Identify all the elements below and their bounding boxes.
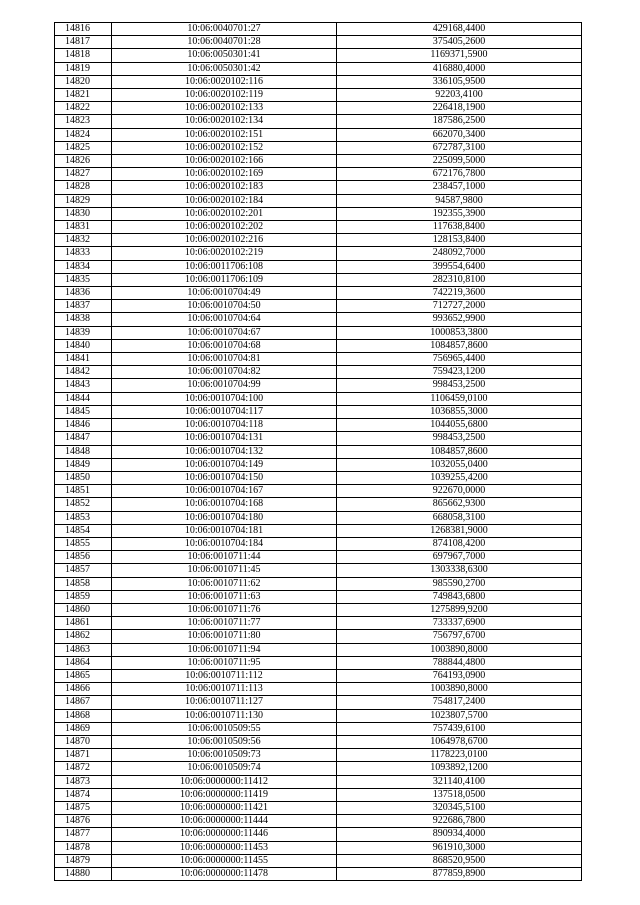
cadastral-number-cell: 10:06:0040701:28 — [112, 36, 337, 49]
row-number-cell: 14874 — [55, 788, 112, 801]
cadastral-number-cell: 10:06:0020102:169 — [112, 168, 337, 181]
cadastral-number-cell: 10:06:0020102:152 — [112, 141, 337, 154]
cadastral-number-cell: 10:06:0010704:184 — [112, 537, 337, 550]
table-row — [55, 458, 582, 471]
table-row — [55, 471, 582, 484]
table-row — [55, 419, 582, 432]
table-row — [55, 300, 582, 313]
row-number-cell: 14876 — [55, 815, 112, 828]
value-cell: 1036855,3000 — [337, 405, 582, 418]
row-number-cell: 14873 — [55, 775, 112, 788]
row-number-cell: 14838 — [55, 313, 112, 326]
row-number-cell: 14822 — [55, 102, 112, 115]
value-cell: 187586,2500 — [337, 115, 582, 128]
cadastral-number-cell: 10:06:0000000:11419 — [112, 788, 337, 801]
row-number-cell: 14846 — [55, 419, 112, 432]
value-cell: 248092,7000 — [337, 247, 582, 260]
table-row — [55, 537, 582, 550]
table-row — [55, 155, 582, 168]
cadastral-number-cell: 10:06:0010509:74 — [112, 762, 337, 775]
row-number-cell: 14842 — [55, 366, 112, 379]
value-cell: 1084857,8600 — [337, 339, 582, 352]
value-cell: 416880,4000 — [337, 62, 582, 75]
value-cell: 757439,6100 — [337, 722, 582, 735]
value-cell: 890934,4000 — [337, 828, 582, 841]
row-number-cell: 14857 — [55, 564, 112, 577]
table-row — [55, 75, 582, 88]
value-cell: 1023807,5700 — [337, 709, 582, 722]
value-cell: 922670,0000 — [337, 485, 582, 498]
row-number-cell: 14855 — [55, 537, 112, 550]
cadastral-number-cell: 10:06:0000000:11412 — [112, 775, 337, 788]
cadastral-number-cell: 10:06:0010704:150 — [112, 471, 337, 484]
table-row — [55, 656, 582, 669]
value-cell: 117638,8400 — [337, 221, 582, 234]
cadastral-number-cell: 10:06:0010704:67 — [112, 326, 337, 339]
table-row — [55, 445, 582, 458]
row-number-cell: 14828 — [55, 181, 112, 194]
cadastral-number-cell: 10:06:0010704:49 — [112, 287, 337, 300]
table-row — [55, 194, 582, 207]
cadastral-number-cell: 10:06:0020102:201 — [112, 207, 337, 220]
value-cell: 1003890,8000 — [337, 683, 582, 696]
value-cell: 320345,5100 — [337, 801, 582, 814]
value-cell: 865662,9300 — [337, 498, 582, 511]
value-cell: 668058,3100 — [337, 511, 582, 524]
table-row — [55, 392, 582, 405]
table-row — [55, 102, 582, 115]
cadastral-number-cell: 10:06:0020102:133 — [112, 102, 337, 115]
cadastral-number-cell: 10:06:0020102:119 — [112, 89, 337, 102]
value-cell: 998453,2500 — [337, 379, 582, 392]
table-row — [55, 49, 582, 62]
table-row — [55, 511, 582, 524]
value-cell: 1275899,9200 — [337, 603, 582, 616]
value-cell: 697967,7000 — [337, 551, 582, 564]
cadastral-number-cell: 10:06:0010711:45 — [112, 564, 337, 577]
row-number-cell: 14861 — [55, 617, 112, 630]
cadastral-number-cell: 10:06:0011706:108 — [112, 260, 337, 273]
table-row — [55, 696, 582, 709]
table-row — [55, 854, 582, 867]
value-cell: 922686,7800 — [337, 815, 582, 828]
table-row — [55, 36, 582, 49]
cadastral-number-cell: 10:06:0010711:130 — [112, 709, 337, 722]
cadastral-number-cell: 10:06:0010711:77 — [112, 617, 337, 630]
value-cell: 749843,6800 — [337, 590, 582, 603]
row-number-cell: 14831 — [55, 221, 112, 234]
row-number-cell: 14850 — [55, 471, 112, 484]
row-number-cell: 14856 — [55, 551, 112, 564]
row-number-cell: 14836 — [55, 287, 112, 300]
row-number-cell: 14832 — [55, 234, 112, 247]
value-cell: 282310,8100 — [337, 273, 582, 286]
cadastral-number-cell: 10:06:0010704:117 — [112, 405, 337, 418]
value-cell: 429168,4400 — [337, 23, 582, 36]
value-cell: 1039255,4200 — [337, 471, 582, 484]
row-number-cell: 14841 — [55, 353, 112, 366]
table-body — [55, 23, 582, 881]
row-number-cell: 14835 — [55, 273, 112, 286]
cadastral-number-cell: 10:06:0020102:183 — [112, 181, 337, 194]
table-row — [55, 498, 582, 511]
value-cell: 94587,9800 — [337, 194, 582, 207]
cadastral-number-cell: 10:06:0010704:131 — [112, 432, 337, 445]
table-row — [55, 630, 582, 643]
table-row — [55, 801, 582, 814]
row-number-cell: 14869 — [55, 722, 112, 735]
table-row — [55, 524, 582, 537]
row-number-cell: 14871 — [55, 749, 112, 762]
row-number-cell: 14837 — [55, 300, 112, 313]
table-row — [55, 181, 582, 194]
row-number-cell: 14848 — [55, 445, 112, 458]
row-number-cell: 14866 — [55, 683, 112, 696]
table-row — [55, 603, 582, 616]
cadastral-number-cell: 10:06:0010704:168 — [112, 498, 337, 511]
row-number-cell: 14860 — [55, 603, 112, 616]
value-cell: 874108,4200 — [337, 537, 582, 550]
cadastral-number-cell: 10:06:0010704:82 — [112, 366, 337, 379]
cadastral-number-cell: 10:06:0050301:42 — [112, 62, 337, 75]
value-cell: 868520,9500 — [337, 854, 582, 867]
table-row — [55, 775, 582, 788]
table-row — [55, 260, 582, 273]
cadastral-number-cell: 10:06:0010711:94 — [112, 643, 337, 656]
row-number-cell: 14830 — [55, 207, 112, 220]
value-cell: 877859,8900 — [337, 868, 582, 881]
document-page — [54, 22, 568, 881]
table-row — [55, 247, 582, 260]
cadastral-number-cell: 10:06:0020102:151 — [112, 128, 337, 141]
row-number-cell: 14865 — [55, 669, 112, 682]
cadastral-number-cell: 10:06:0050301:41 — [112, 49, 337, 62]
row-number-cell: 14879 — [55, 854, 112, 867]
row-number-cell: 14862 — [55, 630, 112, 643]
value-cell: 712727,2000 — [337, 300, 582, 313]
value-cell: 1000853,3800 — [337, 326, 582, 339]
cadastral-number-cell: 10:06:0010704:50 — [112, 300, 337, 313]
cadastral-number-cell: 10:06:0020102:166 — [112, 155, 337, 168]
table-row — [55, 669, 582, 682]
cadastral-number-cell: 10:06:0010711:127 — [112, 696, 337, 709]
cadastral-number-cell: 10:06:0020102:184 — [112, 194, 337, 207]
row-number-cell: 14826 — [55, 155, 112, 168]
cadastral-number-cell: 10:06:0010704:180 — [112, 511, 337, 524]
value-cell: 92203,4100 — [337, 89, 582, 102]
value-cell: 742219,3600 — [337, 287, 582, 300]
value-cell: 756797,6700 — [337, 630, 582, 643]
row-number-cell: 14840 — [55, 339, 112, 352]
value-cell: 128153,8400 — [337, 234, 582, 247]
row-number-cell: 14829 — [55, 194, 112, 207]
cadastral-number-cell: 10:06:0010509:73 — [112, 749, 337, 762]
value-cell: 226418,1900 — [337, 102, 582, 115]
value-cell: 672176,7800 — [337, 168, 582, 181]
value-cell: 1064978,6700 — [337, 735, 582, 748]
row-number-cell: 14868 — [55, 709, 112, 722]
table-row — [55, 379, 582, 392]
table-row — [55, 128, 582, 141]
table-row — [55, 366, 582, 379]
table-row — [55, 762, 582, 775]
table-row — [55, 207, 582, 220]
cadastral-number-cell: 10:06:0010704:149 — [112, 458, 337, 471]
row-number-cell: 14820 — [55, 75, 112, 88]
row-number-cell: 14825 — [55, 141, 112, 154]
table-row — [55, 313, 582, 326]
table-row — [55, 115, 582, 128]
cadastral-number-cell: 10:06:0010509:56 — [112, 735, 337, 748]
table-row — [55, 617, 582, 630]
row-number-cell: 14833 — [55, 247, 112, 260]
cadastral-number-cell: 10:06:0000000:11453 — [112, 841, 337, 854]
row-number-cell: 14858 — [55, 577, 112, 590]
table-row — [55, 868, 582, 881]
value-cell: 336105,9500 — [337, 75, 582, 88]
row-number-cell: 14817 — [55, 36, 112, 49]
value-cell: 662070,3400 — [337, 128, 582, 141]
value-cell: 1178223,0100 — [337, 749, 582, 762]
value-cell: 238457,1000 — [337, 181, 582, 194]
row-number-cell: 14867 — [55, 696, 112, 709]
row-number-cell: 14852 — [55, 498, 112, 511]
value-cell: 137518,0500 — [337, 788, 582, 801]
row-number-cell: 14880 — [55, 868, 112, 881]
cadastral-number-cell: 10:06:0010704:132 — [112, 445, 337, 458]
table-row — [55, 577, 582, 590]
cadastral-number-cell: 10:06:0020102:116 — [112, 75, 337, 88]
row-number-cell: 14843 — [55, 379, 112, 392]
table-row — [55, 89, 582, 102]
cadastral-number-cell: 10:06:0010711:44 — [112, 551, 337, 564]
row-number-cell: 14875 — [55, 801, 112, 814]
table-row — [55, 23, 582, 36]
table-row — [55, 326, 582, 339]
cadastral-number-cell: 10:06:0010704:100 — [112, 392, 337, 405]
row-number-cell: 14870 — [55, 735, 112, 748]
table-row — [55, 643, 582, 656]
cadastral-number-cell: 10:06:0000000:11446 — [112, 828, 337, 841]
cadastral-number-cell: 10:06:0010711:76 — [112, 603, 337, 616]
value-cell: 985590,2700 — [337, 577, 582, 590]
value-cell: 998453,2500 — [337, 432, 582, 445]
cadastral-number-cell: 10:06:0020102:219 — [112, 247, 337, 260]
table-row — [55, 709, 582, 722]
table-row — [55, 405, 582, 418]
value-cell: 1093892,1200 — [337, 762, 582, 775]
value-cell: 961910,3000 — [337, 841, 582, 854]
cadastral-number-cell: 10:06:0010711:95 — [112, 656, 337, 669]
cadastral-number-cell: 10:06:0010704:99 — [112, 379, 337, 392]
table-row — [55, 432, 582, 445]
value-cell: 1044055,6800 — [337, 419, 582, 432]
cadastral-number-cell: 10:06:0020102:134 — [112, 115, 337, 128]
cadastral-number-cell: 10:06:0010711:80 — [112, 630, 337, 643]
value-cell: 225099,5000 — [337, 155, 582, 168]
value-cell: 1169371,5900 — [337, 49, 582, 62]
row-number-cell: 14851 — [55, 485, 112, 498]
table-row — [55, 551, 582, 564]
table-row — [55, 722, 582, 735]
value-cell: 1003890,8000 — [337, 643, 582, 656]
row-number-cell: 14824 — [55, 128, 112, 141]
table-row — [55, 590, 582, 603]
row-number-cell: 14818 — [55, 49, 112, 62]
table-row — [55, 788, 582, 801]
table-row — [55, 273, 582, 286]
table-row — [55, 841, 582, 854]
value-cell: 1032055,0400 — [337, 458, 582, 471]
row-number-cell: 14849 — [55, 458, 112, 471]
table-row — [55, 564, 582, 577]
cadastral-number-cell: 10:06:0010704:68 — [112, 339, 337, 352]
table-row — [55, 485, 582, 498]
table-row — [55, 339, 582, 352]
table-row — [55, 234, 582, 247]
value-cell: 672787,3100 — [337, 141, 582, 154]
row-number-cell: 14827 — [55, 168, 112, 181]
cadastral-number-cell: 10:06:0010711:62 — [112, 577, 337, 590]
cadastral-number-cell: 10:06:0010704:181 — [112, 524, 337, 537]
row-number-cell: 14819 — [55, 62, 112, 75]
cadastral-number-cell: 10:06:0010704:167 — [112, 485, 337, 498]
table-row — [55, 221, 582, 234]
row-number-cell: 14816 — [55, 23, 112, 36]
value-cell: 788844,4800 — [337, 656, 582, 669]
cadastral-number-cell: 10:06:0010704:64 — [112, 313, 337, 326]
table-row — [55, 815, 582, 828]
cadastral-number-cell: 10:06:0010711:113 — [112, 683, 337, 696]
value-cell: 1303338,6300 — [337, 564, 582, 577]
table-row — [55, 168, 582, 181]
table-row — [55, 287, 582, 300]
row-number-cell: 14845 — [55, 405, 112, 418]
value-cell: 375405,2600 — [337, 36, 582, 49]
cadastral-number-cell: 10:06:0020102:216 — [112, 234, 337, 247]
row-number-cell: 14844 — [55, 392, 112, 405]
cadastral-number-cell: 10:06:0010711:63 — [112, 590, 337, 603]
row-number-cell: 14877 — [55, 828, 112, 841]
value-cell: 759423,1200 — [337, 366, 582, 379]
table-row — [55, 353, 582, 366]
cadastral-number-cell: 10:06:0010711:112 — [112, 669, 337, 682]
cadastral-number-cell: 10:06:0010704:81 — [112, 353, 337, 366]
row-number-cell: 14872 — [55, 762, 112, 775]
cadastral-number-cell: 10:06:0020102:202 — [112, 221, 337, 234]
value-cell: 1106459,0100 — [337, 392, 582, 405]
cadastral-number-cell: 10:06:0000000:11478 — [112, 868, 337, 881]
row-number-cell: 14847 — [55, 432, 112, 445]
row-number-cell: 14864 — [55, 656, 112, 669]
row-number-cell: 14859 — [55, 590, 112, 603]
table-row — [55, 828, 582, 841]
cadastral-number-cell: 10:06:0000000:11421 — [112, 801, 337, 814]
value-cell: 399554,6400 — [337, 260, 582, 273]
cadastral-value-table — [54, 22, 582, 881]
row-number-cell: 14821 — [55, 89, 112, 102]
value-cell: 764193,0900 — [337, 669, 582, 682]
value-cell: 733337,6900 — [337, 617, 582, 630]
cadastral-number-cell: 10:06:0011706:109 — [112, 273, 337, 286]
row-number-cell: 14839 — [55, 326, 112, 339]
value-cell: 1084857,8600 — [337, 445, 582, 458]
cadastral-number-cell: 10:06:0010704:118 — [112, 419, 337, 432]
value-cell: 1268381,9000 — [337, 524, 582, 537]
cadastral-number-cell: 10:06:0010509:55 — [112, 722, 337, 735]
value-cell: 192355,3900 — [337, 207, 582, 220]
table-row — [55, 749, 582, 762]
cadastral-number-cell: 10:06:0040701:27 — [112, 23, 337, 36]
value-cell: 754817,2400 — [337, 696, 582, 709]
table-row — [55, 141, 582, 154]
value-cell: 993652,9900 — [337, 313, 582, 326]
value-cell: 321140,4100 — [337, 775, 582, 788]
cadastral-number-cell: 10:06:0000000:11444 — [112, 815, 337, 828]
row-number-cell: 14823 — [55, 115, 112, 128]
value-cell: 756965,4400 — [337, 353, 582, 366]
row-number-cell: 14878 — [55, 841, 112, 854]
row-number-cell: 14834 — [55, 260, 112, 273]
table-row — [55, 735, 582, 748]
row-number-cell: 14853 — [55, 511, 112, 524]
table-row — [55, 62, 582, 75]
row-number-cell: 14863 — [55, 643, 112, 656]
row-number-cell: 14854 — [55, 524, 112, 537]
table-row — [55, 683, 582, 696]
cadastral-number-cell: 10:06:0000000:11455 — [112, 854, 337, 867]
